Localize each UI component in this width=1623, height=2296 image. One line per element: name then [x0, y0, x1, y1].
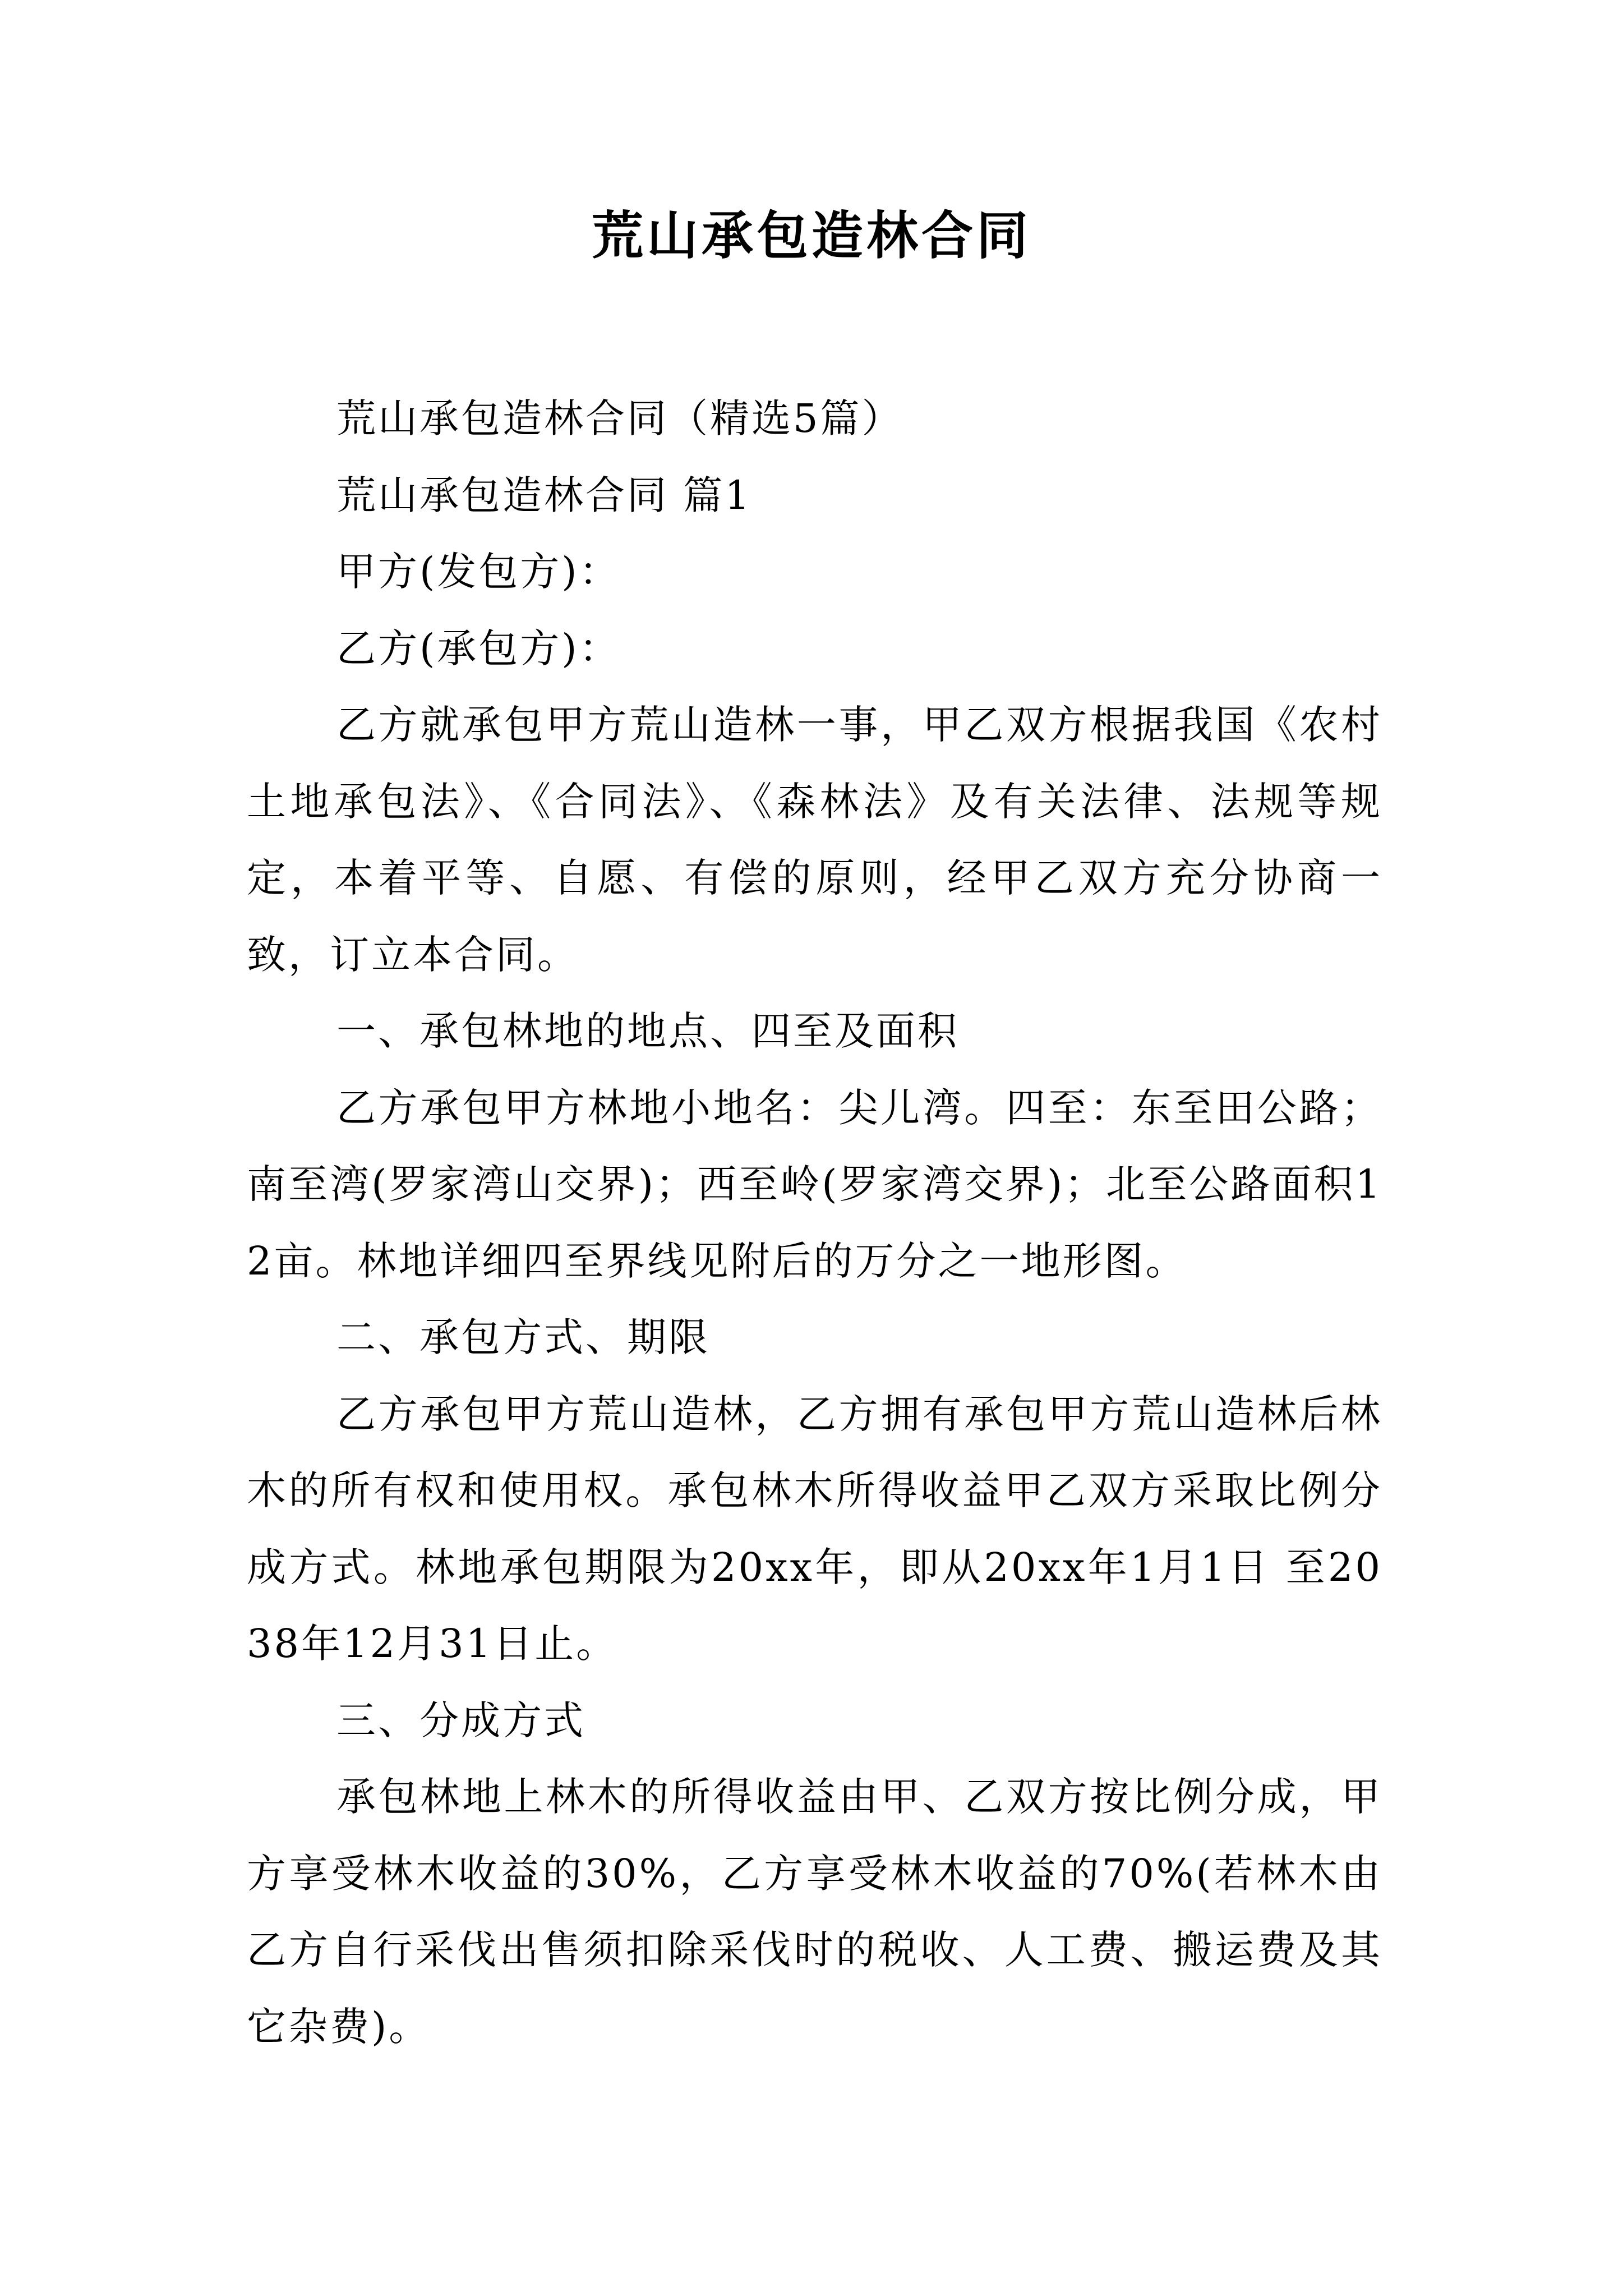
- document-title: 荒山承包造林合同: [591, 205, 1031, 266]
- preamble-paragraph: 乙方就承包甲方荒山造林一事，甲乙双方根据我国《农村土地承包法》、《合同法》、《森林法》及有关法律、法规等规定，本着平等、自愿、有偿的原则，经甲乙双方充分协商一致，订立本合同。: [247, 702, 1382, 978]
- clause-body-location: 乙方承包甲方林地小地名：尖儿湾。四至：东至田公路；南至湾(罗家湾山交界)；西至岭(罗家湾交界)；北至公路面积12亩。林地详细四至界线见附后的万分之一地形图。: [247, 1084, 1382, 1284]
- clause-heading-term: 二、承包方式、期限: [336, 1314, 710, 1360]
- section-heading-part-1: 荒山承包造林合同 篇1: [336, 472, 752, 518]
- clause-heading-sharing: 三、分成方式: [336, 1697, 585, 1743]
- document-body: [247, 380, 1382, 2065]
- party-a-line: 甲方(发包方)：: [336, 549, 621, 595]
- clause-body-sharing: 承包林地上林木的所得收益由甲、乙双方按比例分成，甲方享受林木收益的30%，乙方享受林木收益的70%(若林木由乙方自行采伐出售须扣除采伐时的税收、人工费、搬运费及其它杂费)。: [247, 1774, 1382, 2050]
- clause-heading-location: 一、承包林地的地点、四至及面积: [336, 1008, 959, 1054]
- subtitle-selection: 荒山承包造林合同（精选5篇）: [336, 395, 903, 441]
- clause-body-term: 乙方承包甲方荒山造林，乙方拥有承包甲方荒山造林后林木的所有权和使用权。承包林木所得收益甲乙双方采取比例分成方式。林地承包期限为20xx年，即从20xx年1月1日 至2038年12月31日止。: [247, 1391, 1382, 1667]
- party-b-line: 乙方(承包方)：: [336, 625, 621, 671]
